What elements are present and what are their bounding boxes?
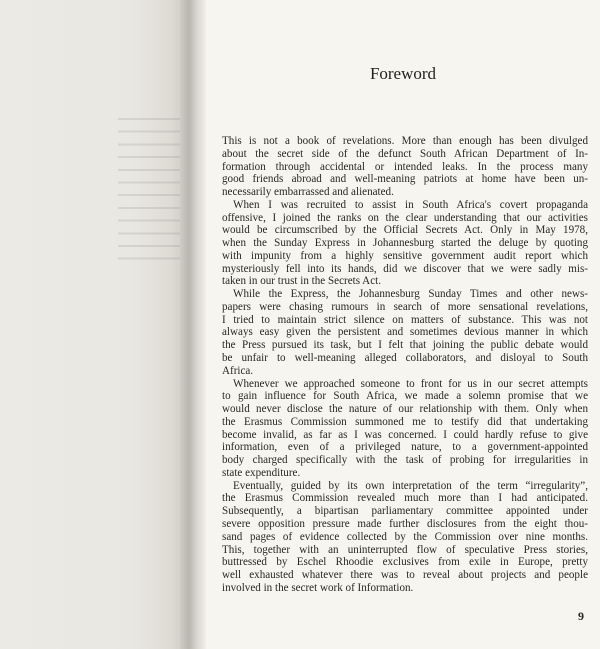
text-line: about the secret side of the defunct South African Department of In- <box>222 147 588 160</box>
text-line: Eventually, guided by its own interpretation of the term “irregularity”, <box>233 479 588 492</box>
paragraph <box>222 288 588 377</box>
paragraph <box>222 480 588 595</box>
paragraph <box>222 135 588 199</box>
text-line: offensive, I joined the ranks on the clear understanding that our activities <box>222 211 588 224</box>
text-line: severe opposition pressure made further disclosures from the eight thou- <box>222 517 588 530</box>
text-line: to gain influence for South Africa, we made a solemn promise that we <box>222 390 588 403</box>
text-line: This, together with an uninterrupted flow of speculative Press stories, <box>222 543 588 556</box>
text-line: Whenever we approached someone to front for us in our secret attempts <box>233 377 588 390</box>
chapter-title: Foreword <box>369 64 437 83</box>
text-line: when the Sunday Express in Johannesburg started the deluge by quoting <box>222 237 588 250</box>
text-line: be unfair to well-meaning alleged collaborators, and disloyal to South <box>222 352 588 365</box>
text-line: would be circumscribed by the Official Secrets Act. Only in May 1978, <box>222 224 588 237</box>
text-line: with impunity from a highly sensitive government audit report which <box>222 249 588 262</box>
text-line: Subsequently, a bipartisan parliamentary committee appointed under <box>222 505 588 518</box>
text-line: the Erasmus Commission revealed much more than I had anticipated. <box>222 492 588 505</box>
text-line: buttressed by Eschel Rhoodie exclusives from exile in Europe, pretty <box>222 556 588 569</box>
paragraph <box>222 199 588 288</box>
text-line: the Erasmus Commission summoned me to testify did that undertaking <box>222 415 588 428</box>
text-line: good friends abroad and well-meaning patriots at home have been un- <box>222 173 588 186</box>
left-page <box>0 0 190 649</box>
text-line: necessarily embarrassed and alienated. <box>222 186 394 199</box>
text-line: become invalid, as far as I was concerned. I could hardly refuse to give <box>222 428 588 441</box>
text-line: always easy given the persistent and sometimes devious manner in which <box>222 326 588 339</box>
text-line: body charged specifically with the task of probing for irregularities in <box>222 454 588 467</box>
text-line: formation through accidental or intended leaks. In the process many <box>222 160 588 173</box>
text-line: I tried to maintain strict silence on matters of substance. This was not <box>222 313 588 326</box>
text-line: state expenditure. <box>222 466 301 479</box>
text-line: papers were chasing rumours in search of more sensational revelations, <box>222 300 588 313</box>
paragraph <box>222 378 588 480</box>
bleed-through-text <box>118 118 188 268</box>
text-line: This is not a book of revelations. More than enough has been divulged <box>222 135 588 147</box>
text-line: sand pages of evidence collected by the Commission over nine months. <box>222 530 588 543</box>
text-line: While the Express, the Johannesburg Sunday Times and other news- <box>233 288 588 301</box>
text-line: Africa. <box>222 364 254 377</box>
text-line: involved in the secret work of Information. <box>222 581 414 594</box>
text-line: the Press pursued its task, but I felt that joining the public debate would <box>222 339 588 352</box>
text-line: taken in our trust in the Secrets Act. <box>222 275 381 288</box>
foreword-body <box>222 135 588 595</box>
text-line: When I was recruited to assist in South Africa's covert propaganda <box>233 198 588 211</box>
text-line: would never disclose the nature of our relationship with them. Only when <box>222 403 588 416</box>
text-line: information, even of a privileged nature, to a government-appointed <box>222 441 588 454</box>
page-number: 9 <box>578 609 584 623</box>
book-gutter <box>180 0 206 649</box>
text-line: well exhausted whatever there was to reveal about projects and people <box>222 569 588 582</box>
text-line: mysteriously fell into its hands, did we discover that we were sadly mis- <box>222 262 588 275</box>
